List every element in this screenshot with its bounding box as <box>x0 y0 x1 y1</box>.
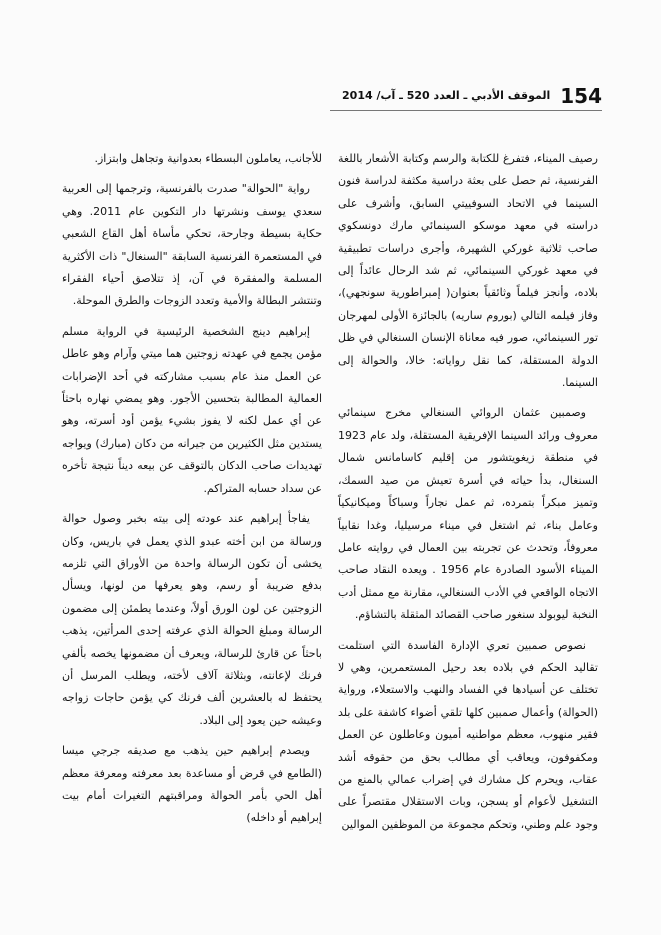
page-number: 154 <box>560 84 602 108</box>
paragraph: رواية "الحوالة" صدرت بالفرنسية، وترجمها إلى العربية سعدي يوسف ونشرتها دار التكوين عام 2011. وهي حكاية بسيطة وجارحة، تحكي مأساة أهل القاع الشعبي في المستعمرة الفرنسية السابقة "السنغال" ذات الأكثرية المسلمة والمفقرة في آن، إذ تتلاصق أحياء الفقراء وتنتشر البطالة والأمية وتعدد الزوجات والطرق الموحلة. <box>62 182 322 308</box>
paragraph: وصمبين عثمان الروائي السنغالي مخرج سينمائي معروف ورائد السينما الإفريقية المستقلة، ولد عام 1923 في منطقة زيغويتشور من إقليم كاسامانس شمال السنغال، بدأ حياته في أسرة تعيش من صيد السمك، وتميز مبكراً بتمرده، ثم عمل نجاراً وسباكاً وميكانيكياً وعامل بناء، ثم اشتغل في ميناء مرسيليا، وغدا نقابياً معروفاً، وتحدث عن تجربته بين العمال في روايته عامل الميناء الأسود الصادرة عام 1956 . ويعده النقاد صاحب الاتجاه الواقعي في الأدب السنغالي، مقارنة مع ممثل أدب النخبة ليوبولد سنغور صاحب القصائد المثقلة بالتشاؤم. <box>338 406 598 622</box>
paragraph: للأجانب، يعاملون البسطاء بعدوانية وتجاهل وابتزاز. <box>94 152 322 165</box>
header-rule <box>330 110 602 111</box>
paragraph: إبراهيم دينج الشخصية الرئيسية في الرواية مسلم مؤمن يجمع في عهدته زوجتين هما ميتي وآرام وهو عاطل عن العمل منذ عام بسبب مشاركته في أحد الإضرابات العمالية المطالبة بتحسين الأجور. وهو يمضي نهاره باحثاً عن أي عمل لكنه لا يفوز بشيء يؤمن أود أسرته، وهو يستدين مثل الكثيرين من جيرانه من دكان (مبارك) ويواجه تهديدات صاحب الدكان بالتوقف عن بيعه ديناً نتيجة تأخره عن سداد حسابه المتراكم. <box>62 324 322 495</box>
text-column-left <box>62 148 322 838</box>
paragraph: نصوص صمبين تعري الإدارة الفاسدة التي استلمت تقاليد الحكم في بلاده بعد رحيل المستعمرين، وهي لا تختلف عن أسيادها في الفساد والنهب والاستعلاء، ورواية (الحوالة) وأعمال صمبين كلها تلقي أضواء كاشفة على بلد فقير منهوب، معظم مواطنيه أميون وعاطلون عن العمل ومكفوفون، ويعاقب أي مطالب بحق من حقوقه أشد عقاب، ويحرم كل مشارك في إضراب عمالي بالمنع من التشغيل لأعوام أو يسجن، وبات الاستقلال مقتصراً على وجود علم وطني، وتحكم مجموعة من الموظفين الموالين <box>338 638 598 831</box>
paragraph: ويصدم إبراهيم حين يذهب مع صديقه جرجي ميسا (الطامع في قرض أو مساعدة بعد معرفته ومعرفة معظم أهل الحي بأمر الحوالة ومراقبتهم التغيرات أمام بيت إبراهيم أو داخله) <box>62 744 322 825</box>
text-column-right <box>338 148 598 844</box>
paragraph: يفاجأ إبراهيم عند عودته إلى بيته بخبر وصول حوالة ورسالة من ابن أخته عبدو الذي يعمل في باريس، وكان يخشى أن تكون الرسالة واحدة من الأوراق التي تلزمه بدفع ضريبة أو رسم، وهو يعرفها من لونها، ويسأل الزوجتين عن لون الورق أولاً، وعندما يطمئن إلى مضمون الرسالة ومبلغ الحوالة الذي عرفته إحدى المرأتين، يذهب باحثاً عن قارئ للرسالة، ويعرف أن مضمونها يخصه بألفي فرنك لإعانته، وبثلاثة آلاف لأخته، ويطلب المرسل أن يحتفظ له بالعشرين ألف فرنك كي يؤمن حاجات زواجه وعيشه حين يعود إلى البلاد. <box>62 512 322 727</box>
paragraph: رصيف الميناء، فتفرغ للكتابة والرسم وكتابة الأشعار باللغة الفرنسية، ثم حصل على بعثة دراسية مكثفة لدراسة فنون السينما في الاتحاد السوفييتي السابق، وأشرف على دراسته في معهد موسكو السينمائي مارك دونسكوي صاحب ثلاثية غوركي الشهيرة، وأجرى دراسات تطبيقية في معهد غوركي السينمائي، ثم شد الرحال عائداً إلى بلاده، وأنجز فيلماً وثائقياً بعنوان( إمبراطورية سونجهي)، وفاز فيلمه التالي (بوروم ساريه) بالجائزة الأولى لمهرجان تور السينمائي، صور فيه معاناة الإنسان السنغالي في ظل الدولة المستقلة، كما نقل رواياته: خالا، والحوالة إلى السينما. <box>338 152 598 390</box>
running-head: الموقف الأدبي ـ العدد 520 ـ آب/ 2014 <box>342 89 551 102</box>
page-header <box>342 84 602 108</box>
